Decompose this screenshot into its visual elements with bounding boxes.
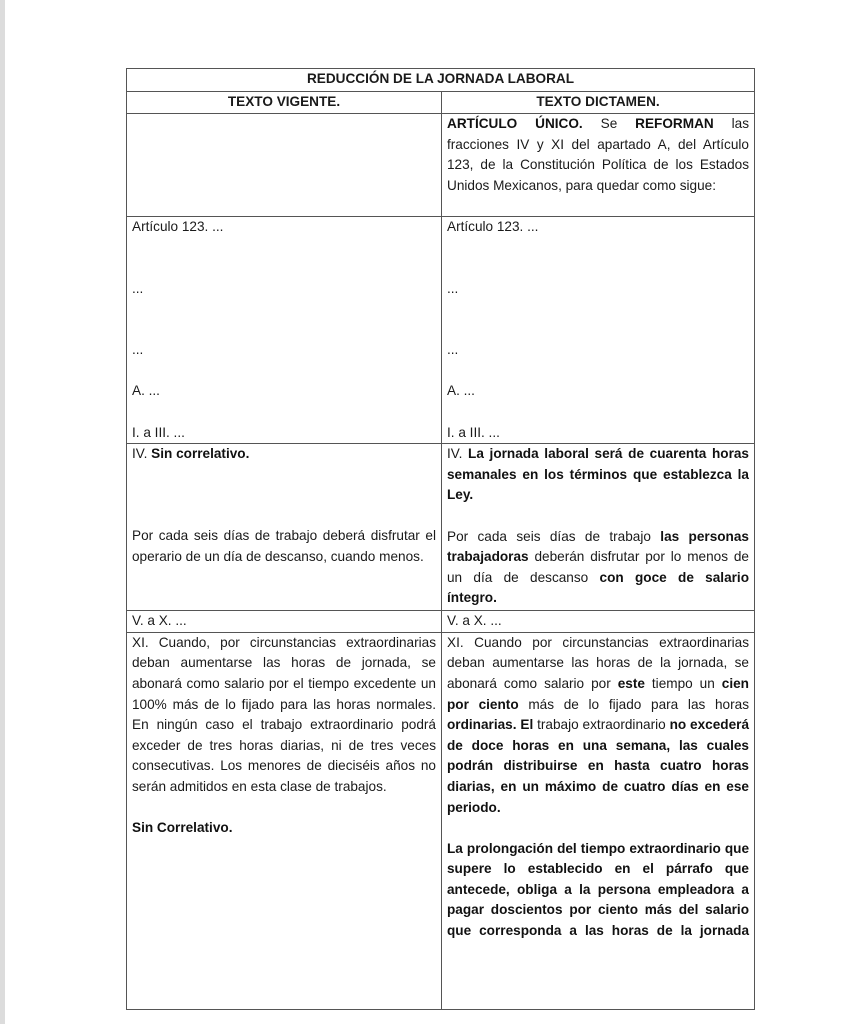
line: ... [447, 342, 459, 358]
sin-correlativo-label: Sin correlativo. [151, 446, 250, 462]
table-title-row [127, 69, 755, 92]
cell-vigente-fraccion-xi [127, 632, 442, 1009]
cell-dictamen-fraccion-xi [442, 632, 755, 1009]
bold-text: no excederá de doce horas en una semana, las cuales podrán distribuirse en hasta cuatro horas diarias, en un máximo de cuatro días en ese periodo. [447, 717, 750, 815]
cell-vigente-fraccion-iv [127, 444, 442, 611]
paragraph: Por cada seis días de trabajo deberá disfrutar el operario de un día de descanso, cuando menos. [132, 528, 436, 564]
cell-dictamen-fraccion-iv [442, 444, 755, 611]
text-span: trabajo extraordinario [533, 717, 670, 733]
header-texto-vigente: TEXTO VIGENTE. [127, 92, 442, 114]
line: I. a III. ... [447, 424, 500, 440]
paragraph: XI. Cuando, por circunstancias extraordinarias deban aumentarse las horas de jornada, se abonará como salario por el tiempo excedente un 100% más de lo fijado para las horas normales. En ningún caso el trabajo extraordinario podrá exceder de tres horas diarias, ni de tres veces consecutivas. Los menores de dieciséis años no serán admitidos en esta clase de trabajos. [132, 634, 436, 794]
text-span: las fracciones IV y XI del apartado A, del Artículo 123, de la Constitución Política de los Estados Unidos Mexicanos, para quedar como sigue: [447, 116, 750, 193]
cell-dictamen-v-a-x: V. a X. ... [442, 611, 755, 633]
bold-text: este [617, 675, 645, 691]
text-span: IV. [132, 446, 152, 462]
table-title: REDUCCIÓN DE LA JORNADA LABORAL [127, 69, 755, 92]
fraccion-iv-paragraph [447, 444, 749, 506]
paragraph [447, 633, 749, 818]
paragraph [447, 527, 749, 609]
table-header-row [127, 92, 755, 114]
text-span: XI. Cuando por circunstancias extraordinarias deban aumentarse las horas de la jornada, se abonará como salario por [447, 634, 749, 691]
line: ... [132, 280, 144, 296]
header-texto-dictamen: TEXTO DICTAMEN. [442, 92, 755, 114]
text-span: IV. [447, 446, 469, 462]
table-row [127, 632, 755, 1009]
paragraph [447, 839, 749, 942]
cell-dictamen-intro [442, 114, 755, 217]
fraccion-iv-line [132, 444, 436, 465]
comparison-table [126, 68, 755, 1010]
table-row [127, 444, 755, 611]
line: I. a III. ... [132, 424, 185, 440]
line: A. ... [447, 383, 475, 399]
line: Artículo 123. ... [447, 219, 539, 234]
cell-vigente-articulo [127, 217, 442, 444]
bold-text: ordinarias. El [447, 717, 534, 733]
text-span: deberán disfrutar por lo menos de un día de descanso [447, 549, 749, 585]
table-row [127, 611, 755, 633]
text-span: más de lo fijado para las horas [518, 696, 749, 712]
bold-text: con goce de salario íntegro. [447, 569, 750, 606]
viewer-scrollbar-edge [0, 0, 5, 1024]
sin-correlativo-label: Sin Correlativo. [132, 820, 233, 836]
cell-vigente-v-a-x: V. a X. ... [127, 611, 442, 633]
line: ... [447, 280, 459, 296]
bold-text: La prolongación del tiempo extraordinario que supere lo establecido en el párrafo que antecede, obliga a la persona empleadora a pagar doscientos por ciento más del salario que corresponda a las horas de la jornada [447, 840, 749, 939]
cell-dictamen-articulo [442, 217, 755, 444]
line: Artículo 123. ... [132, 219, 224, 234]
line: A. ... [132, 383, 160, 399]
line: ... [132, 342, 144, 358]
paragraph [132, 818, 436, 839]
table-row [127, 217, 755, 444]
cell-vigente-intro [127, 114, 442, 217]
text-span: Se [582, 116, 636, 131]
table-row [127, 114, 755, 217]
reforman-label: REFORMAN [635, 116, 714, 131]
bold-text: La jornada laboral será de cuarenta horas semanales en los términos que establezca la Ley. [447, 446, 749, 503]
bold-text: cien por ciento [447, 675, 749, 712]
text-span: tiempo un [644, 675, 722, 691]
bold-text: las personas trabajadoras [447, 528, 749, 565]
text-span: Por cada seis días de trabajo [447, 528, 661, 544]
articulo-unico-label: ARTÍCULO ÚNICO. [447, 116, 583, 131]
